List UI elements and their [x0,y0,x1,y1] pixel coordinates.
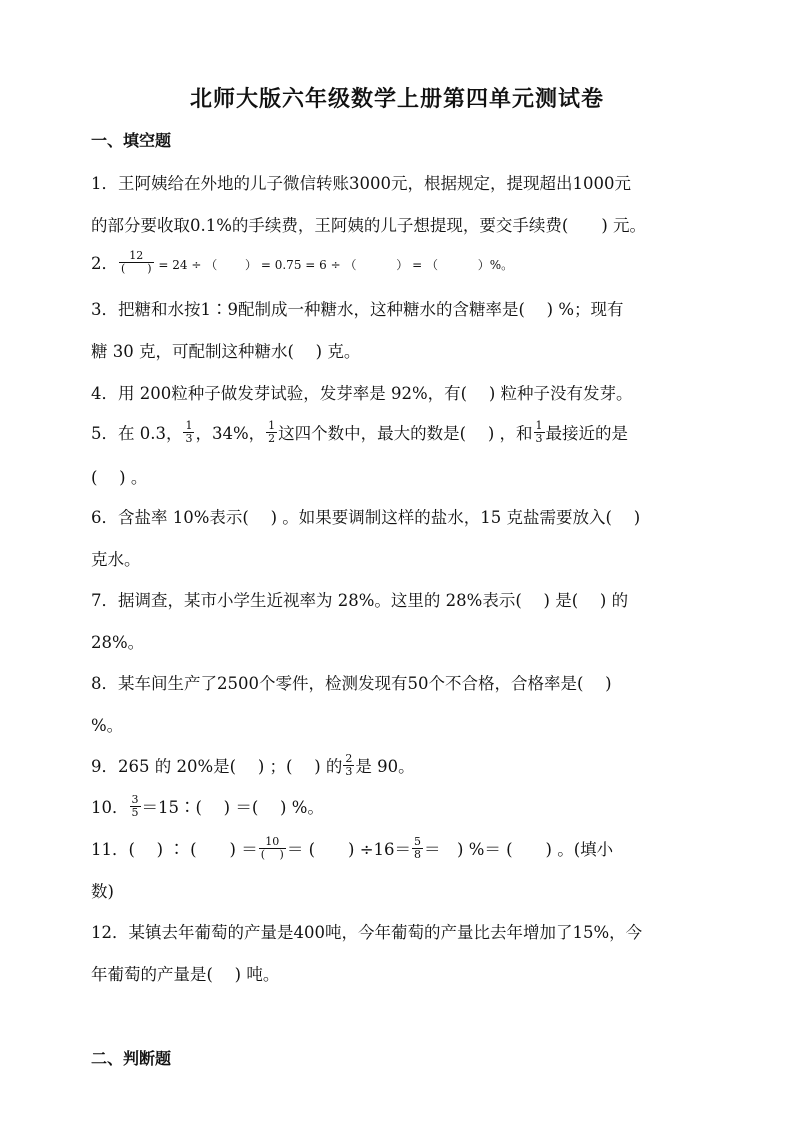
question-7-line-2: 28%。 [91,633,145,652]
fraction-denominator: 2 [268,432,276,445]
question-5-text-a: 5．在 0.3， [91,424,183,443]
question-9 [91,753,711,780]
fraction-numerator: 12 [119,250,154,263]
fraction-two-thirds [343,753,354,777]
question-2-number: 2． [91,254,118,273]
question-9-text-a: 9．265 的 20%是( ) ；( ) 的 [91,757,343,776]
question-9-text-b: 是 90。 [355,757,415,776]
question-6-line-2: 克水。 [91,550,141,569]
question-1-line-1: 1．王阿姨给在外地的儿子微信转账3000元，根据规定，提现超出1000元 [91,174,631,193]
fraction-three-fifths [130,794,141,818]
fraction-denominator: 3 [535,432,543,445]
question-3-line-2: 糖 30 克，可配制这种糖水( ) 克。 [91,342,361,361]
fraction-numerator: 1 [535,419,543,433]
question-2-fraction [119,250,154,274]
fraction-denominator: 3 [345,765,353,778]
question-8-line-1: 8．某车间生产了2500个零件，检测发现有50个不合格，合格率是( ) [91,674,612,693]
question-10 [91,794,711,821]
question-3-line-1: 3．把糖和水按1∶9配制成一种糖水，这种糖水的含糖率是( ) %；现有 [91,300,624,319]
question-11-text-c: ＝ ) %＝ ( ) 。(填小 [424,840,614,859]
question-11-line-2: 数) [91,882,114,901]
fraction-ten-over-blank [259,836,286,860]
question-5-text-c: 这四个数中，最大的数是( ) ，和 [278,424,533,443]
question-12-line-1: 12．某镇去年葡萄的产量是400吨，今年葡萄的产量比去年增加了15%，今 [91,923,643,942]
fraction-one-third [183,420,194,444]
fraction-denominator-blank: ( ) [260,848,284,861]
question-11-line-1 [91,836,711,863]
fraction-numerator: 1 [185,419,193,433]
question-5-line-1 [91,420,711,447]
question-11-text-a: 11．( ) ∶ ( ) ＝ [91,840,258,859]
fraction-one-half [266,420,277,444]
fraction-one-third-2 [534,420,545,444]
fraction-numerator: 10 [259,836,286,849]
fraction-numerator: 1 [268,419,276,433]
fraction-denominator: 5 [131,806,139,819]
question-2-rest: = 24 ÷ （ ） = 0.75 = 6 ÷ （ ） = （ ）%。 [154,258,514,272]
fraction-five-eighths [412,836,423,860]
question-11-text-b: ＝ ( ) ÷16＝ [286,840,412,859]
fraction-denominator-blank: ( ) [121,262,152,275]
fraction-numerator: 3 [131,793,139,807]
question-10-text: ＝15∶( ) ＝( ) %。 [141,798,324,817]
question-6-line-1: 6．含盐率 10%表示( ) 。如果要调制这样的盐水，15 克盐需要放入( ) [91,508,641,527]
page-title: 北师大版六年级数学上册第四单元测试卷 [189,86,604,112]
question-5-text-d: 最接近的是 [545,424,629,443]
fraction-numerator: 5 [414,835,422,849]
section-heading-true-false: 二、判断题 [91,1049,172,1068]
question-7-line-1: 7．据调查，某市小学生近视率为 28%。这里的 28%表示( ) 是( ) 的 [91,591,629,610]
question-4: 4．用 200粒种子做发芽试验，发芽率是 92%，有( ) 粒种子没有发芽。 [91,384,633,403]
question-5-text-b: ，34%， [195,424,266,443]
question-12-line-2: 年葡萄的产量是( ) 吨。 [91,965,280,984]
question-2 [91,250,711,277]
question-5-line-2: ( ) 。 [91,468,148,487]
question-1-line-2: 的部分要收取0.1%的手续费，王阿姨的儿子想提现，要交手续费( ) 元。 [91,216,647,235]
fraction-denominator: 8 [414,848,422,861]
section-heading-fill-in: 一、填空题 [91,131,172,150]
fraction-numerator: 2 [345,752,353,766]
fraction-denominator: 3 [185,432,193,445]
question-8-line-2: %。 [91,716,124,735]
question-10-number: 10． [91,798,129,817]
